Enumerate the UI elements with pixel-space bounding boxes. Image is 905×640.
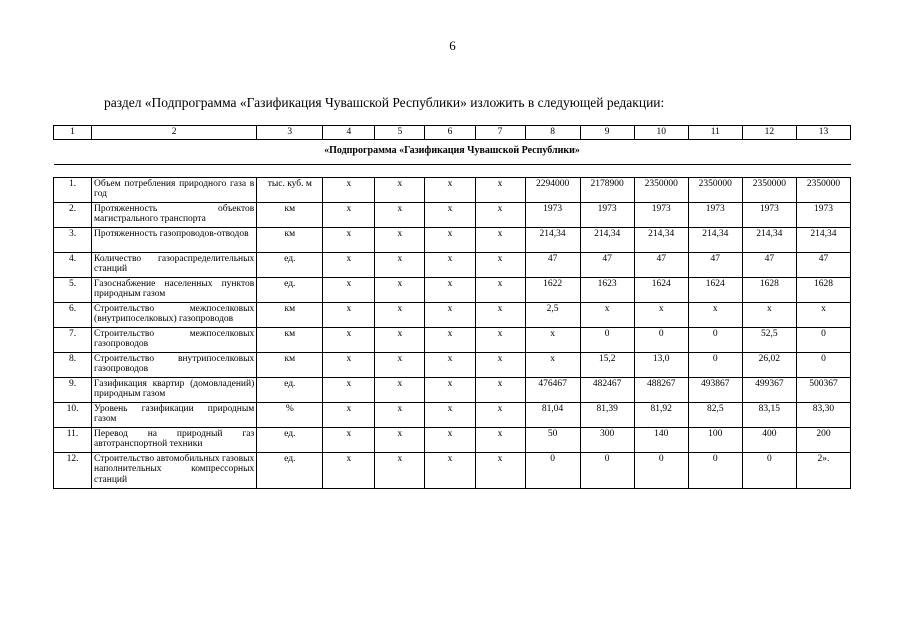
value-cell: 2178900 [580,177,634,202]
value-cell: х [323,277,375,302]
indicator-name-cell: Строительство внутрипоселковых газопроводов [92,352,257,377]
value-cell: 15,2 [580,352,634,377]
value-cell: х [425,427,475,452]
column-number: 10 [634,126,688,140]
value-cell: 1624 [688,277,742,302]
table-row [54,452,851,488]
value-cell: 1973 [580,202,634,227]
unit-cell: тыс. куб. м [257,177,323,202]
indicator-name-cell: Объем потребления природного газа в год [92,177,257,202]
value-cell: х [796,302,850,327]
indicators-table [53,125,851,489]
indicator-name-cell: Строительство межпоселковых газопроводов [92,327,257,352]
table-row [54,427,851,452]
value-cell: х [475,302,525,327]
value-cell: 0 [634,327,688,352]
unit-cell: км [257,302,323,327]
unit-cell: ед. [257,452,323,488]
column-number: 8 [525,126,580,140]
value-cell: х [323,327,375,352]
table-row [54,227,851,252]
value-cell: х [375,327,425,352]
value-cell: 2350000 [688,177,742,202]
value-cell: 1623 [580,277,634,302]
row-number-cell: 5. [54,277,92,302]
value-cell: 83,15 [742,402,796,427]
value-cell: 214,34 [580,227,634,252]
table-row [54,327,851,352]
indicator-name-cell: Строительство автомобильных газовых наполнительных компрессорных станций [92,452,257,488]
value-cell: 214,34 [688,227,742,252]
value-cell: х [475,402,525,427]
column-number: 11 [688,126,742,140]
unit-cell: ед. [257,377,323,402]
value-cell: х [634,302,688,327]
value-cell: х [323,177,375,202]
indicator-name-cell: Газоснабжение населенных пунктов природным газом [92,277,257,302]
value-cell: 0 [634,452,688,488]
value-cell: 47 [634,252,688,277]
value-cell: 214,34 [634,227,688,252]
column-number: 1 [54,126,92,140]
value-cell: 1628 [742,277,796,302]
unit-cell: км [257,202,323,227]
value-cell: 0 [525,452,580,488]
value-cell: х [425,302,475,327]
value-cell: х [375,352,425,377]
column-number: 12 [742,126,796,140]
value-cell: х [475,452,525,488]
value-cell: х [323,252,375,277]
spacer-cell [54,164,851,177]
row-number-cell: 9. [54,377,92,402]
value-cell: х [375,302,425,327]
table-row [54,277,851,302]
table-row [54,202,851,227]
column-number: 9 [580,126,634,140]
column-number: 2 [92,126,257,140]
value-cell: 0 [688,352,742,377]
value-cell: х [425,402,475,427]
row-number-cell: 2. [54,202,92,227]
value-cell: х [688,302,742,327]
row-number-cell: 6. [54,302,92,327]
value-cell: 2». [796,452,850,488]
value-cell: х [525,352,580,377]
value-cell: 81,39 [580,402,634,427]
value-cell: 200 [796,427,850,452]
value-cell: х [475,352,525,377]
unit-cell: % [257,402,323,427]
value-cell: х [580,302,634,327]
value-cell: х [375,252,425,277]
value-cell: 140 [634,427,688,452]
value-cell: х [475,277,525,302]
value-cell: 500367 [796,377,850,402]
unit-cell: км [257,327,323,352]
value-cell: х [425,377,475,402]
indicator-name-cell: Перевод на природный газ автотранспортной техники [92,427,257,452]
value-cell: 47 [525,252,580,277]
value-cell: х [375,452,425,488]
value-cell: 0 [580,452,634,488]
value-cell: 0 [742,452,796,488]
column-number-row [54,126,851,140]
value-cell: х [475,377,525,402]
value-cell: х [475,177,525,202]
value-cell: х [323,427,375,452]
intro-text: раздел «Подпрограмма «Газификация Чувашской Республики» изложить в следующей редакции: [104,95,665,110]
column-number: 4 [323,126,375,140]
indicator-name-cell: Количество газораспределительных станций [92,252,257,277]
value-cell: 2294000 [525,177,580,202]
value-cell: 50 [525,427,580,452]
row-number-cell: 11. [54,427,92,452]
row-number-cell: 4. [54,252,92,277]
indicator-name-cell: Строительство межпоселковых (внутрипоселковых) газопроводов [92,302,257,327]
indicator-name-cell: Протяженность объектов магистрального транспорта [92,202,257,227]
table-row [54,252,851,277]
value-cell: х [375,402,425,427]
subprogram-title: «Подпрограмма «Газификация Чувашской Республики» [54,139,851,164]
value-cell: 47 [580,252,634,277]
value-cell: 83,30 [796,402,850,427]
value-cell: 1973 [525,202,580,227]
value-cell: х [425,252,475,277]
value-cell: 476467 [525,377,580,402]
value-cell: 82,5 [688,402,742,427]
value-cell: 1973 [688,202,742,227]
value-cell: 81,04 [525,402,580,427]
table-row [54,302,851,327]
value-cell: 2350000 [796,177,850,202]
value-cell: х [475,252,525,277]
value-cell: х [375,277,425,302]
unit-cell: ед. [257,427,323,452]
value-cell: х [323,202,375,227]
column-number: 7 [475,126,525,140]
unit-cell: ед. [257,252,323,277]
value-cell: 1622 [525,277,580,302]
value-cell: х [425,177,475,202]
value-cell: 100 [688,427,742,452]
value-cell: х [475,327,525,352]
value-cell: 47 [688,252,742,277]
value-cell: 214,34 [796,227,850,252]
indicator-name-cell: Протяженность газопроводов-отводов [92,227,257,252]
value-cell: 499367 [742,377,796,402]
unit-cell: км [257,352,323,377]
indicator-name-cell: Уровень газификации природным газом [92,402,257,427]
row-number-cell: 10. [54,402,92,427]
value-cell: 1973 [634,202,688,227]
value-cell: 488267 [634,377,688,402]
value-cell: х [375,177,425,202]
column-number: 6 [425,126,475,140]
indicator-name-cell: Газификация квартир (домовладений) природным газом [92,377,257,402]
value-cell: 2,5 [525,302,580,327]
value-cell: 0 [796,352,850,377]
value-cell: 0 [796,327,850,352]
value-cell: 1973 [742,202,796,227]
value-cell: 81,92 [634,402,688,427]
value-cell: х [475,202,525,227]
value-cell: 214,34 [742,227,796,252]
row-number-cell: 12. [54,452,92,488]
column-number: 3 [257,126,323,140]
value-cell: х [475,427,525,452]
value-cell: х [323,402,375,427]
value-cell: 482467 [580,377,634,402]
table-row [54,352,851,377]
value-cell: х [375,202,425,227]
value-cell: х [425,227,475,252]
row-number-cell: 3. [54,227,92,252]
value-cell: 0 [688,452,742,488]
value-cell: 1973 [796,202,850,227]
row-number-cell: 8. [54,352,92,377]
subtitle-row [54,139,851,164]
value-cell: 52,5 [742,327,796,352]
unit-cell: км [257,227,323,252]
value-cell: х [475,227,525,252]
value-cell: 214,34 [525,227,580,252]
value-cell: х [742,302,796,327]
value-cell: х [375,227,425,252]
value-cell: 1624 [634,277,688,302]
table-row [54,402,851,427]
value-cell: 47 [796,252,850,277]
table-row [54,177,851,202]
value-cell: 47 [742,252,796,277]
page-number: 6 [449,38,456,53]
value-cell: х [323,377,375,402]
spacer-row [54,164,851,177]
value-cell: х [323,302,375,327]
value-cell: 0 [580,327,634,352]
value-cell: 2350000 [742,177,796,202]
column-number: 13 [796,126,850,140]
value-cell: 300 [580,427,634,452]
value-cell: х [425,202,475,227]
value-cell: х [425,277,475,302]
value-cell: х [323,227,375,252]
value-cell: 1628 [796,277,850,302]
unit-cell: ед. [257,277,323,302]
value-cell: 26,02 [742,352,796,377]
value-cell: 400 [742,427,796,452]
value-cell: 13,0 [634,352,688,377]
value-cell: х [323,452,375,488]
value-cell: 2350000 [634,177,688,202]
value-cell: х [375,427,425,452]
value-cell: х [425,452,475,488]
value-cell: 0 [688,327,742,352]
value-cell: х [425,352,475,377]
table-row [54,377,851,402]
value-cell: х [323,352,375,377]
row-number-cell: 7. [54,327,92,352]
value-cell: х [525,327,580,352]
value-cell: х [425,327,475,352]
value-cell: х [375,377,425,402]
row-number-cell: 1. [54,177,92,202]
value-cell: 493867 [688,377,742,402]
column-number: 5 [375,126,425,140]
